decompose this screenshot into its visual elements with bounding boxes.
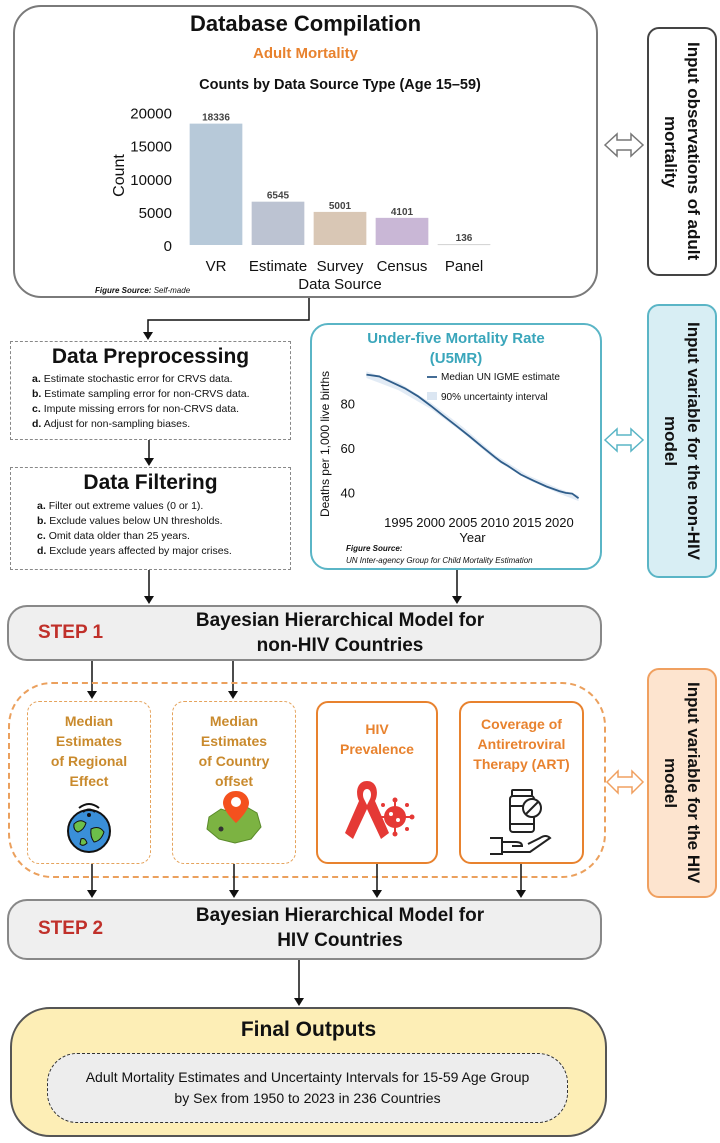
data-source-bar-chart — [60, 68, 550, 300]
connector-arrow-preprocessing — [143, 440, 155, 467]
bar-survey — [314, 212, 367, 245]
u5mr-line-chart — [312, 368, 600, 544]
double-arrow-icon — [605, 769, 645, 795]
y-tick-label: 5000 — [138, 204, 172, 222]
list-item: b. Exclude values below UN thresholds. — [37, 515, 223, 527]
x-tick-label: 2015 — [512, 515, 542, 530]
y-tick-label: 10000 — [130, 171, 172, 189]
uncertainty-band — [366, 371, 578, 501]
bar-value-label: 18336 — [202, 112, 230, 124]
legend-band-swatch — [427, 392, 437, 400]
database-source-label: Figure Source: — [95, 286, 152, 295]
regional-effect-title: Median Estimates of Regional Effect — [50, 713, 128, 789]
bar-census — [376, 218, 429, 245]
x-tick-label: Estimate — [248, 258, 308, 275]
connector-arrow-step2 — [293, 960, 305, 1008]
x-tick-label: 2000 — [416, 515, 446, 530]
side-label-adult-observations — [647, 27, 717, 276]
country-offset-card — [172, 701, 296, 864]
connector-arrow-database — [140, 296, 320, 341]
connector-arrow-card4 — [515, 864, 527, 900]
ribbon-virus-icon — [337, 777, 417, 847]
y-tick-label: 80 — [340, 396, 355, 412]
x-tick-label: Panel — [444, 258, 484, 275]
list-item: d. Exclude years affected by major crises. — [37, 545, 232, 557]
database-title: Database Compilation — [189, 11, 422, 36]
y-tick-label: 60 — [340, 440, 355, 456]
database-subtitle: Adult Mortality — [253, 45, 358, 62]
y-axis-label: Deaths per 1,000 live births — [318, 370, 332, 518]
data-filtering-box — [10, 467, 291, 570]
preprocessing-title: Data Preprocessing — [51, 345, 250, 368]
connector-arrow-filtering — [143, 570, 155, 606]
x-tick-label: VR — [205, 258, 227, 275]
connector-arrow-u5mr — [451, 570, 463, 606]
y-tick-label: 40 — [340, 485, 355, 501]
hiv-prevalence-title: HIV Prevalence — [340, 721, 414, 757]
y-tick-label: 0 — [163, 238, 172, 255]
y-tick-label: 20000 — [130, 105, 172, 123]
connector-arrow-card2 — [228, 864, 240, 900]
x-tick-label: Survey — [316, 258, 364, 275]
database-source-text: Self-made — [153, 286, 191, 295]
u5mr-source-text: UN Inter-agency Group for Child Mortality Estimation — [346, 556, 533, 565]
u5mr-title — [310, 329, 602, 369]
medicine-hand-icon — [486, 786, 558, 858]
bar-value-label: 5001 — [328, 200, 352, 212]
side-label-hiv — [647, 668, 717, 898]
u5mr-title-line1: Under-five Mortality Rate — [367, 330, 545, 347]
u5mr-source-label: Figure Source: — [346, 544, 403, 553]
connector-arrow-card3 — [371, 864, 383, 900]
side-label-adult-text: Input observations of adult mortality — [661, 42, 703, 261]
preprocessing-list — [32, 372, 290, 432]
regional-effect-card — [27, 701, 151, 864]
step1-title-line2: non-HIV Countries — [256, 635, 424, 656]
art-coverage-title: Coverage of Antiretroviral Therapy (ART) — [473, 716, 570, 772]
x-axis-label: Data Source — [298, 276, 382, 293]
list-item: a. Estimate stochastic error for CRVS data. — [32, 373, 233, 385]
bar-estimate — [252, 202, 305, 245]
side-label-hiv-text: Input variable for the HIV model — [661, 682, 703, 884]
bar-value-label: 136 — [455, 233, 473, 245]
x-tick-label: 2020 — [544, 515, 574, 530]
list-item: d. Adjust for non-sampling biases. — [32, 418, 191, 430]
final-output-description — [47, 1053, 568, 1123]
list-item: c. Impute missing errors for non-CRVS data. — [32, 403, 239, 415]
step1-title-line1: Bayesian Hierarchical Model for — [195, 610, 485, 631]
double-arrow-icon — [603, 427, 645, 453]
bar-chart-title: Counts by Data Source Type (Age 15–59) — [199, 77, 481, 93]
x-axis-label: Year — [459, 530, 486, 544]
bar-value-label: 4101 — [390, 206, 414, 218]
u5mr-figure-source — [346, 543, 533, 567]
legend-band-label: 90% uncertainty interval — [441, 392, 548, 403]
globe-wifi-icon — [59, 799, 119, 855]
step1-label: STEP 1 — [38, 622, 104, 643]
y-tick-label: 15000 — [130, 138, 172, 156]
filtering-title: Data Filtering — [83, 471, 218, 494]
database-figure-source — [95, 286, 190, 295]
x-tick-label: 1995 — [384, 515, 414, 530]
filtering-list — [37, 499, 290, 559]
final-line1: Adult Mortality Estimates and Uncertainty Intervals for 15-59 Age Group — [85, 1069, 530, 1085]
step2-title — [160, 903, 520, 953]
map-pin-icon — [199, 789, 269, 847]
step2-label: STEP 2 — [38, 918, 104, 939]
final-title: Final Outputs — [240, 1018, 377, 1041]
legend-median-label: Median UN IGME estimate — [441, 372, 560, 383]
list-item: b. Estimate sampling error for non-CRVS data. — [32, 388, 250, 400]
list-item: c. Omit data older than 25 years. — [37, 530, 190, 542]
bar-vr — [190, 124, 243, 245]
y-axis-label: Count — [111, 154, 128, 197]
u5mr-title-line2: (U5MR) — [429, 350, 483, 367]
country-offset-title: Median Estimates of Country offset — [198, 713, 270, 789]
hiv-prevalence-card — [316, 701, 438, 864]
side-label-nonhiv-text: Input variable for the non-HIV model — [661, 321, 703, 560]
step1-title — [160, 608, 520, 658]
list-item: a. Filter out extreme values (0 or 1). — [37, 500, 204, 512]
art-coverage-card — [459, 701, 584, 864]
x-tick-label: Census — [376, 258, 428, 275]
data-preprocessing-box — [10, 341, 291, 440]
bar-value-label: 6545 — [266, 190, 290, 202]
side-label-non-hiv — [647, 304, 717, 578]
step2-title-line2: HIV Countries — [277, 930, 403, 951]
final-line2: by Sex from 1950 to 2023 in 236 Countries — [174, 1090, 441, 1106]
bar-panel — [438, 244, 491, 245]
connector-arrow-card1 — [86, 864, 98, 900]
x-tick-label: 2010 — [480, 515, 510, 530]
x-tick-label: 2005 — [448, 515, 478, 530]
step2-title-line1: Bayesian Hierarchical Model for — [195, 905, 485, 926]
double-arrow-icon — [603, 132, 645, 158]
